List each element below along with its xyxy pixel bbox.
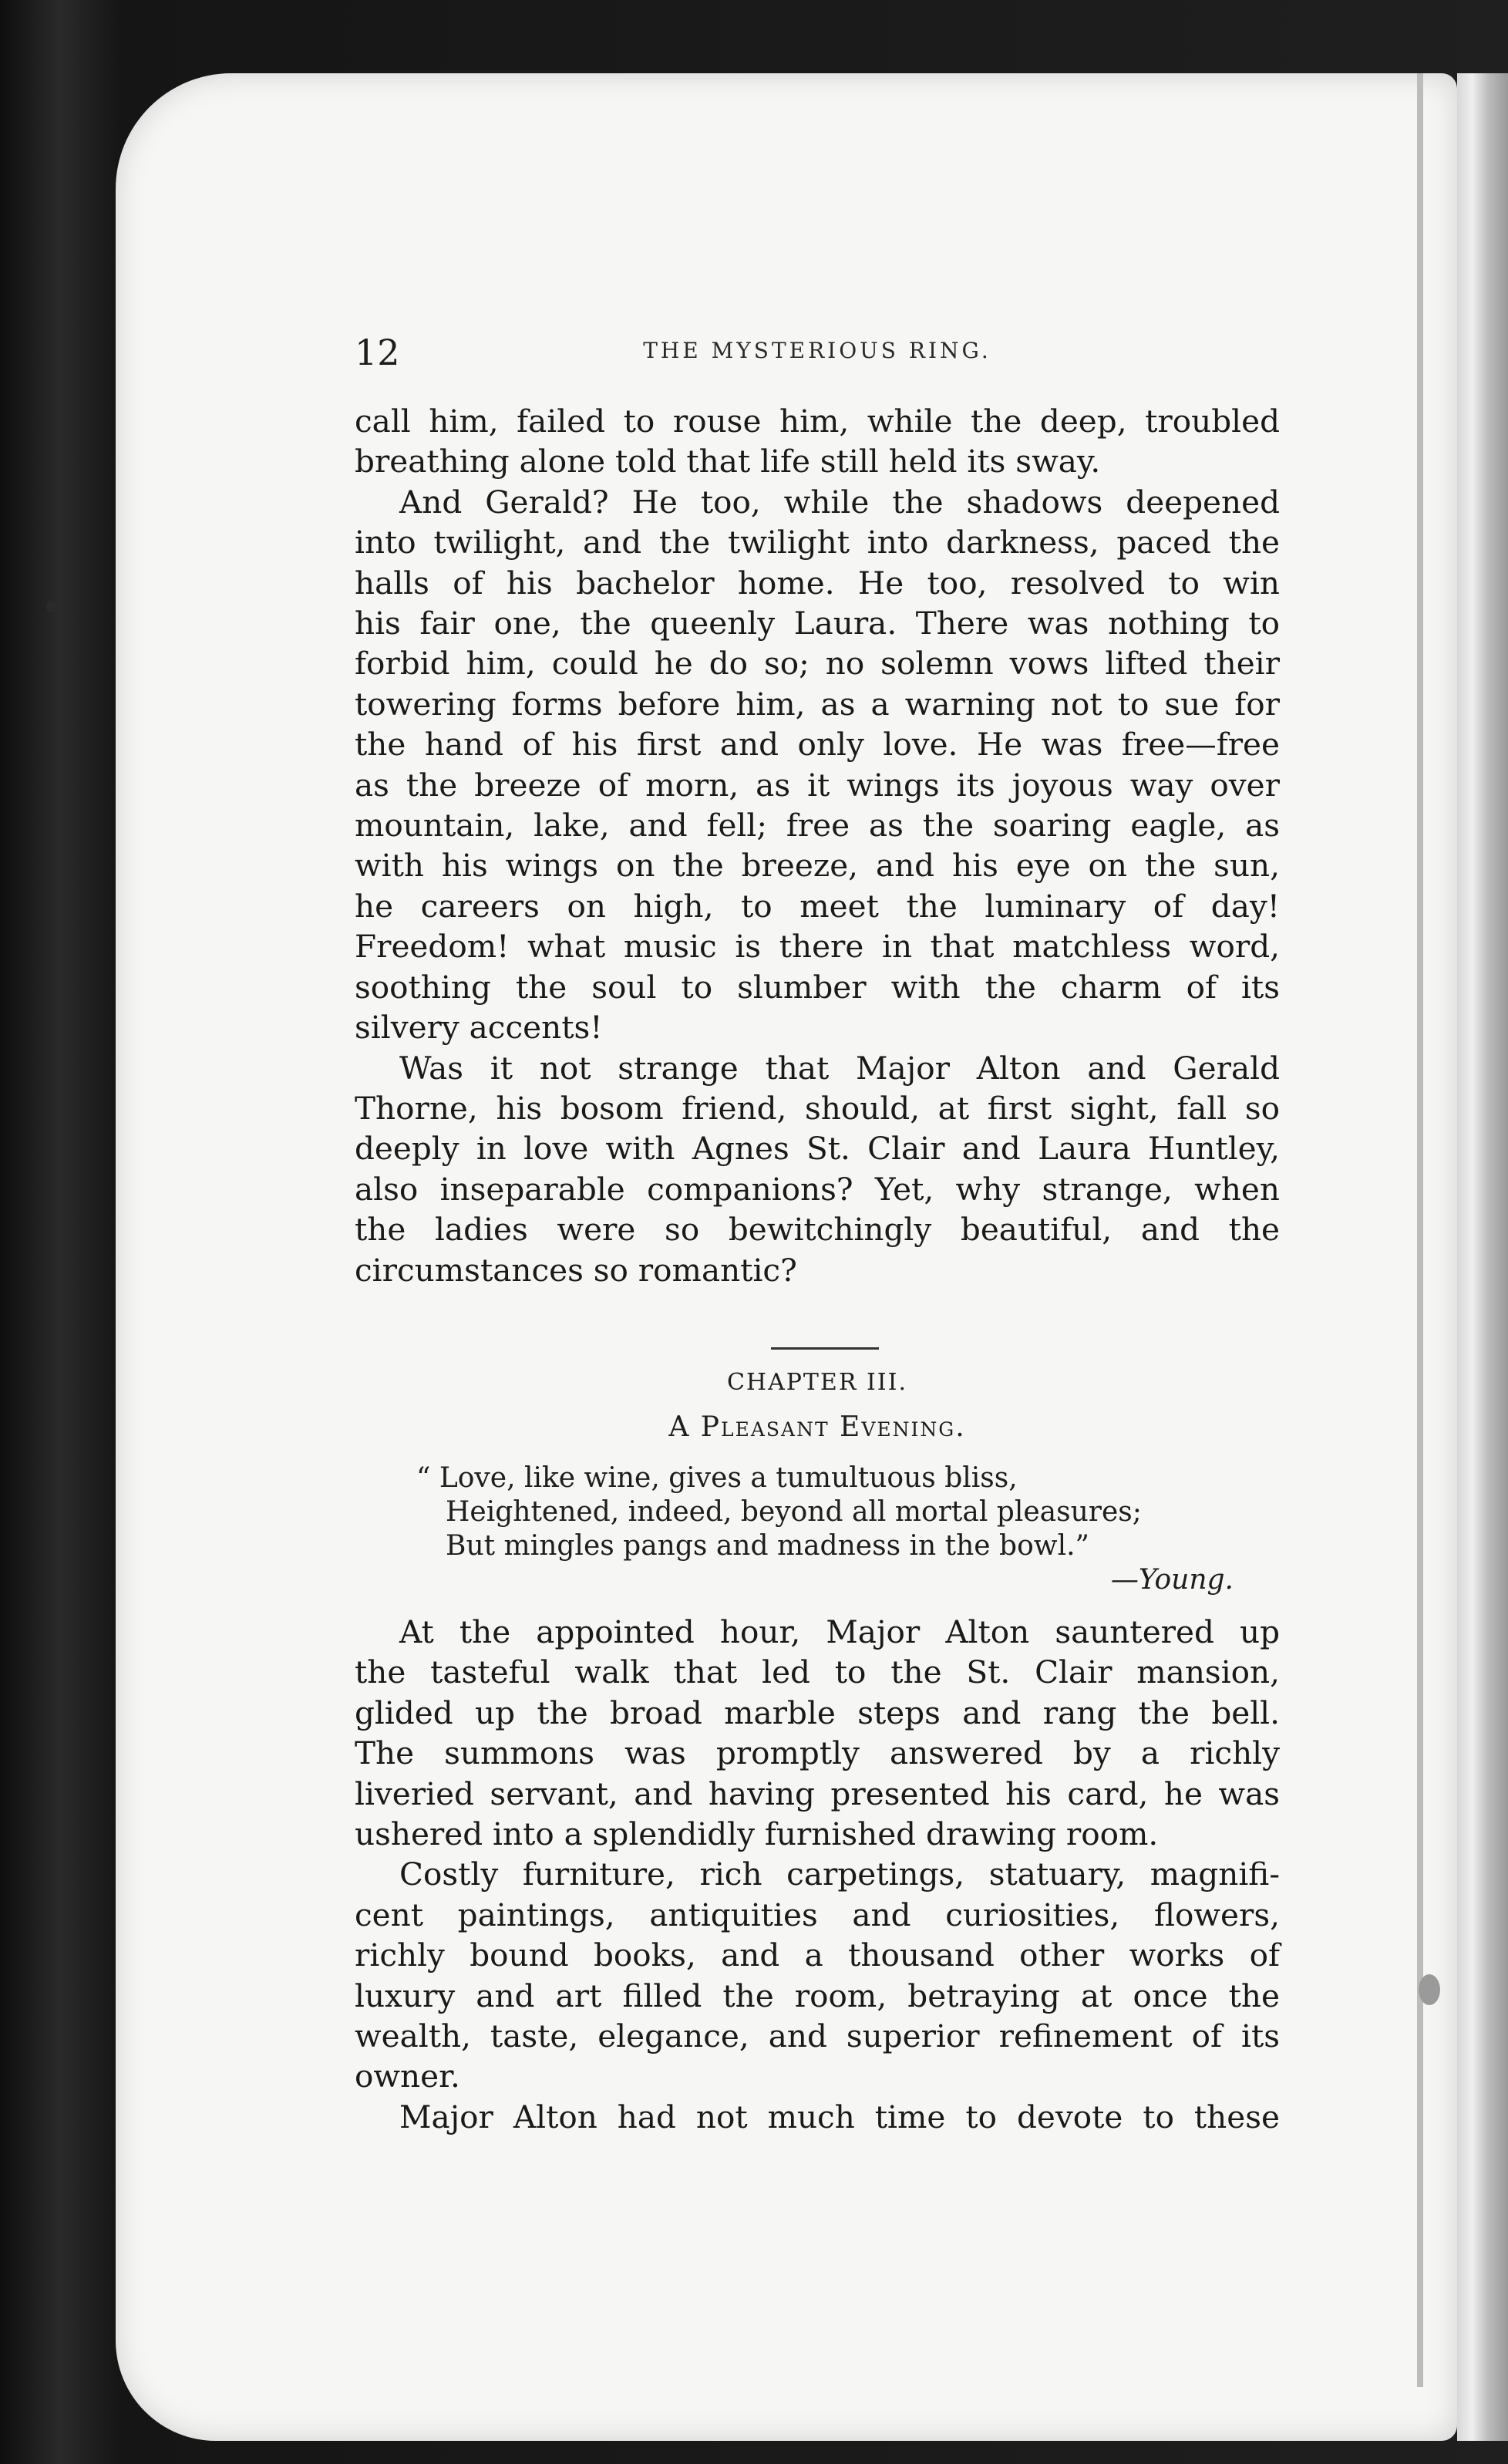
text-line: deeply in love with Agnes St. Clair and Laura Huntley, [355,1130,1280,1168]
text-line: Major Alton had not much time to devote to these [399,2098,1280,2135]
text-line: also inseparable companions? Yet, why strange, when [355,1170,1280,1208]
text-line: owner. [355,2058,460,2095]
paragraph [355,1612,1280,1854]
epigraph-attribution: —Young. [1110,1564,1234,1596]
text-line: The summons was promptly answered by a richly [355,1734,1280,1772]
chapter-heading: CHAPTER III. [726,1369,908,1396]
running-title: THE MYSTERIOUS RING. [643,338,991,363]
text-line: Thorne, his bosom friend, should, at first sight, fall so [355,1089,1280,1127]
paragraph [355,1048,1280,1290]
text-line: the hand of his first and only love. He was free—free [355,726,1280,763]
text-line: call him, failed to rouse him, while the deep, troubled [355,403,1280,440]
page-number: 12 [355,332,400,373]
text-line: soothing the soul to slumber with the charm of its [355,968,1280,1006]
page-fold-mark [1417,73,1423,2387]
epigraph-line: Heightened, indeed, beyond all mortal pleasures; [446,1496,1142,1528]
epigraph-line: “ Love, like wine, gives a tumultuous bliss, [416,1462,1018,1494]
text-line: Freedom! what music is there in that matchless word, [355,928,1280,966]
text-line: with his wings on the breeze, and his eye on the sun, [355,847,1280,885]
chapter-subtitle: A Pleasant Evening. [668,1411,966,1443]
epigraph-line: But mingles pangs and madness in the bowl.” [446,1530,1089,1562]
page-edge [1457,73,1508,2441]
paragraph [355,401,1280,482]
text-line: as the breeze of morn, as it wings its joyous way over [355,766,1280,804]
text-line: wealth, taste, elegance, and superior refinement of its [355,2017,1280,2055]
text-line: cent paintings, antiquities and curiosities, flowers, [355,1896,1280,1933]
paragraph [355,2097,1280,2137]
text-line: luxury and art filled the room, betraying at once the [355,1977,1280,2014]
text-line: ushered into a splendidly furnished drawing room. [355,1815,1159,1853]
text-line: into twilight, and the twilight into darkness, paced the [355,524,1280,561]
text-line: circumstances so romantic? [355,1251,797,1289]
page-header [355,332,1280,378]
scan-speck [1419,1974,1440,2005]
text-line: the ladies were so bewitchingly beautiful, and the [355,1211,1280,1249]
text-line: silvery accents! [355,1009,603,1047]
text-line: At the appointed hour, Major Alton sauntered up [399,1613,1280,1650]
text-line: towering forms before him, as a warning not to sue for [355,685,1280,723]
text-line: his fair one, the queenly Laura. There was nothing to [355,605,1280,642]
text-line: he careers on high, to meet the luminary of day! [355,887,1280,925]
body-text-lower [355,1612,1280,2137]
section-divider [771,1347,879,1350]
text-line: richly bound books, and a thousand other works of [355,1936,1280,1974]
text-line: Was it not strange that Major Alton and Gerald [399,1049,1280,1087]
epigraph [416,1461,1249,1597]
text-line: halls of his bachelor home. He too, resolved to win [355,564,1280,602]
body-text-upper [355,401,1280,1290]
text-line: forbid him, could he do so; no solemn vows lifted their [355,645,1280,683]
text-line: mountain, lake, and fell; free as the soaring eagle, as [355,807,1280,844]
text-line: breathing alone told that life still held its sway. [355,443,1101,480]
text-line: liveried servant, and having presented his card, he was [355,1775,1280,1812]
text-line: glided up the broad marble steps and rang the bell. [355,1694,1280,1731]
paragraph [355,1854,1280,2096]
text-line: Costly furniture, rich carpetings, statuary, magnifi- [399,1856,1280,1893]
text-line: And Gerald? He too, while the shadows deepened [399,483,1280,521]
text-line: the tasteful walk that led to the St. Clair mansion, [355,1653,1280,1691]
scan-speck [46,602,57,612]
paragraph [355,482,1280,1048]
